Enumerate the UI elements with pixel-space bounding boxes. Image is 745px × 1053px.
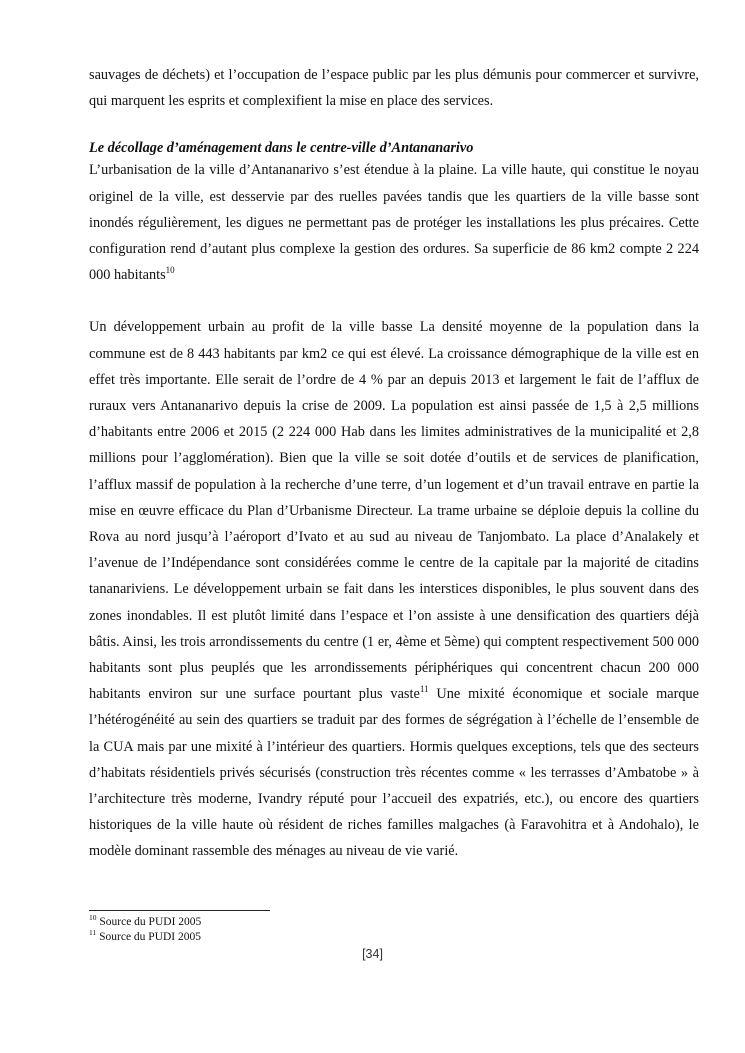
footnote-text: Source du PUDI 2005 [99,916,202,928]
footnote-num: 11 [89,928,97,938]
paragraph-3-text: Un développement urbain au profit de la ville basse La densité moyenne de la population dans la commune est de 8 443 habitants par km2 ce qui est élevé. La croissance démographique de la ville est en effet très importante. Elle serait de l’ordre de 4 % par an depuis 2013 et largement le fait de l’afflux de ruraux vers Antananarivo depuis la crise de 2009. La population est ainsi passée de 1,5 à 2,5 millions d’habitants entre 2006 et 2015 (2 224 000 Hab dans les limites administratives de la municipalité et 2,8 millions pour l’agglomération). Bien que la ville se soit dotée d’outils et de services de planification, l’afflux massif de population à la recherche d’une terre, d’un logement et d’un travail entrave en partie la mise en œuvre efficace du Plan d’Urbanisme Directeur. La trame urbaine se déploie depuis la colline du Rova au nord jusqu’à l’aéroport d’Ivato et au sud au niveau de Tanjombato. La place d’Analakely et l’avenue de l’Indépendance sont considérées comme le centre de la capitale par la majorité de citadins tananariviens. Le développement urbain se fait dans les interstices disponibles, le plus souvent dans des zones inondables. Il est plutôt limité dans l’espace et l’on assiste à une densification des quartiers déjà bâtis. Ainsi, les trois arrondissements du centre (1 er, 4ème et 5ème) qui comptent respectivement 500 000 habitants sont plus peuplés que les arrondissements périphériques qui concentrent chacun 200 000 habitants environ sur une surface pourtant plus vaste [89,319,699,703]
paragraph-1: sauvages de déchets) et l’occupation de l’espace public par les plus démunis pour commercer et survivre, qui marquent les esprits et complexifient la mise en place des services. [89,67,699,110]
paragraph-2-text: L’urbanisation de la ville d’Antananarivo s’est étendue à la plaine. La ville haute, qui constitue le noyau originel de la ville, est desservie par des ruelles pavées tandis que les quartiers de la ville basse sont inondés régulièrement, les digues ne permettant pas de protéger les installations les plus précaires. Cette configuration rend d’autant plus complexe la gestion des ordures. Sa superficie de 86 km2 compte 2 224 000 habitants [89,162,699,284]
page-body [89,62,699,865]
footnote-11 [89,930,201,944]
footnote-text: Source du PUDI 2005 [99,931,202,943]
footnote-ref-10: 10 [165,265,175,276]
paragraph-2 [89,157,699,288]
footnote-10 [89,915,201,929]
page-number: [34] [362,947,383,961]
paragraph-3 [89,314,699,864]
paragraph-3-continuation: Une mixité économique et sociale marque l’hétérogénéité au sein des quartiers se traduit par des formes de ségrégation à l’échelle de l’ensemble de la CUA mais par une mixité à l’intérieur des quartiers. Hormis quelques exceptions, tels que des secteurs d’habitats résidentiels privés sécurisés (construction très récentes comme « les terrasses d’Ambatobe » à l’architecture très moderne, Ivandry réputé pour l’accueil des expatriés, etc.), ou encore des quartiers historiques de la ville haute où résident de riches familles malgaches (à Faravohitra et à Andohalo), le modèle dominant rassemble des ménages au niveau de vie varié. [89,686,699,860]
section-heading: Le décollage d’aménagement dans le centre-ville d’Antananarivo [89,140,474,157]
footnote-divider [89,910,270,911]
footnote-ref-11: 11 [419,684,429,695]
footnote-num: 10 [89,913,97,923]
